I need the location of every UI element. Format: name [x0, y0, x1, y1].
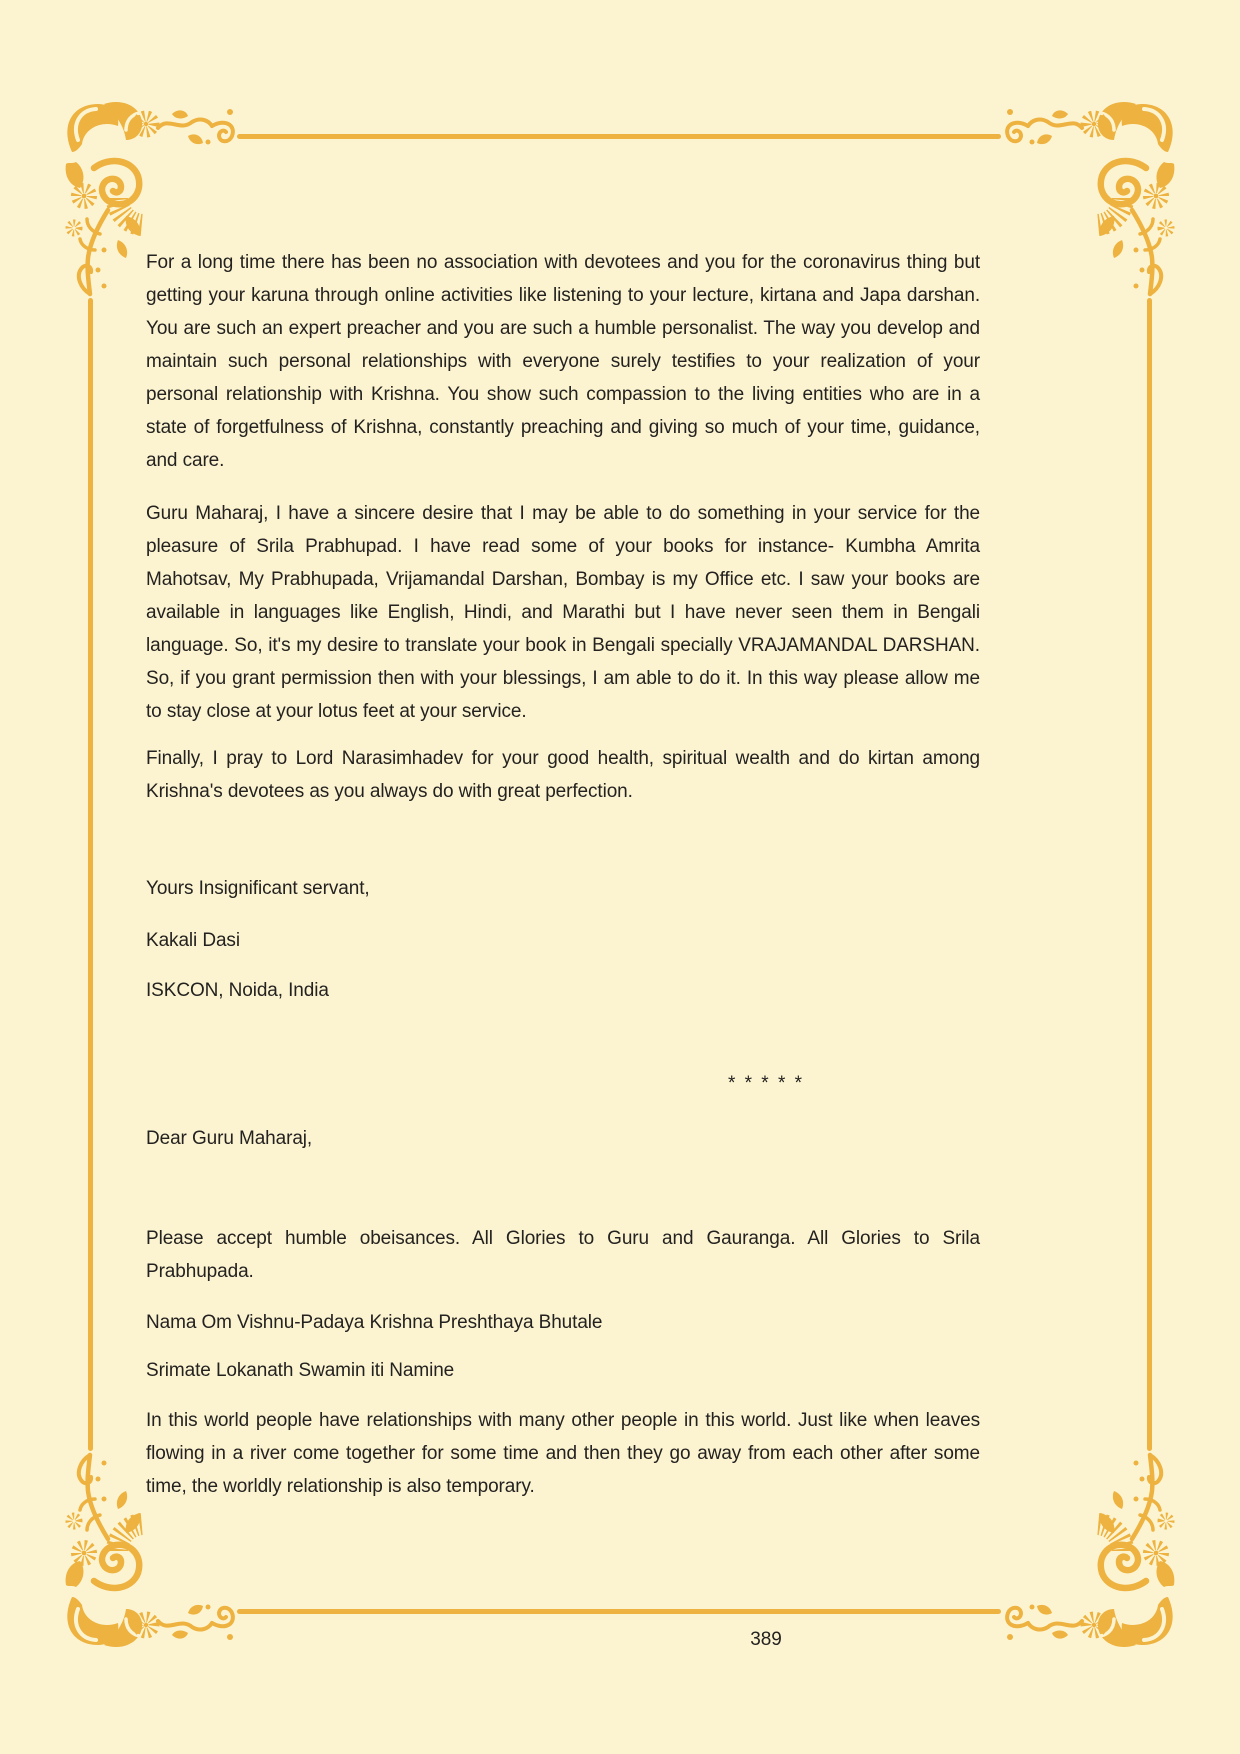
section-separator-stars: * * * * * — [727, 1073, 805, 1094]
obeisances-line: Please accept humble obeisances. All Glories to Guru and Gauranga. All Glories to Srila Prabhupada. — [146, 1228, 980, 1282]
letter2-paragraph-1: In this world people have relationships with many other people in this world. Just like when leaves flowing in a river come together for some time and then they go away from each other after some time, the worldly relationship is also temporary. — [146, 1410, 980, 1497]
letter1-paragraph-3: Finally, I pray to Lord Narasimhadev for your good health, spiritual wealth and do kirtan among Krishna's devotees as you always do with great perfection. — [146, 748, 980, 802]
floral-corner-top-right-icon — [1000, 98, 1180, 298]
signature-location: ISKCON, Noida, India — [146, 980, 329, 1001]
border-right-line — [1147, 298, 1152, 1451]
border-left-line — [88, 298, 93, 1451]
pranama-mantra-line-2: Srimate Lokanath Swamin iti Namine — [146, 1360, 455, 1381]
floral-corner-bottom-right-icon — [1000, 1451, 1180, 1651]
signature-name: Kakali Dasi — [146, 930, 240, 951]
closing-line: Yours Insignificant servant, — [146, 878, 370, 899]
letter-content — [146, 0, 980, 1656]
pranama-mantra-line-1: Nama Om Vishnu-Padaya Krishna Preshthaya Bhutale — [146, 1312, 603, 1333]
salutation: Dear Guru Maharaj, — [146, 1128, 313, 1149]
letter1-paragraph-1: For a long time there has been no association with devotees and you for the coronavirus thing but getting your karuna through online activities like listening to your lecture, kirtana and Japa darshan. You are such an expert preacher and you are such a humble personalist. The way you develop and maintain such personal relationships with everyone surely testifies to your realization of your personal relationship with Krishna. You show such compassion to the living entities who are in a state of forgetfulness of Krishna, constantly preaching and giving so much of your time, guidance, and care. — [146, 252, 980, 471]
page-number: 389 — [750, 1629, 782, 1650]
letter1-paragraph-2: Guru Maharaj, I have a sincere desire that I may be able to do something in your service for the pleasure of Srila Prabhupad. I have read some of your books for instance- Kumbha Amrita Mahotsav, My Prabhupada, Vrijamandal Darshan, Bombay is my Office etc. I saw your books are available in languages like English, Hindi, and Marathi but I have never seen them in Bengali language. So, it's my desire to translate your book in Bengali specially VRAJAMANDAL DARSHAN. So, if you grant permission then with your blessings, I am able to do it. In this way please allow me to stay close at your lotus feet at your service. — [146, 503, 980, 722]
